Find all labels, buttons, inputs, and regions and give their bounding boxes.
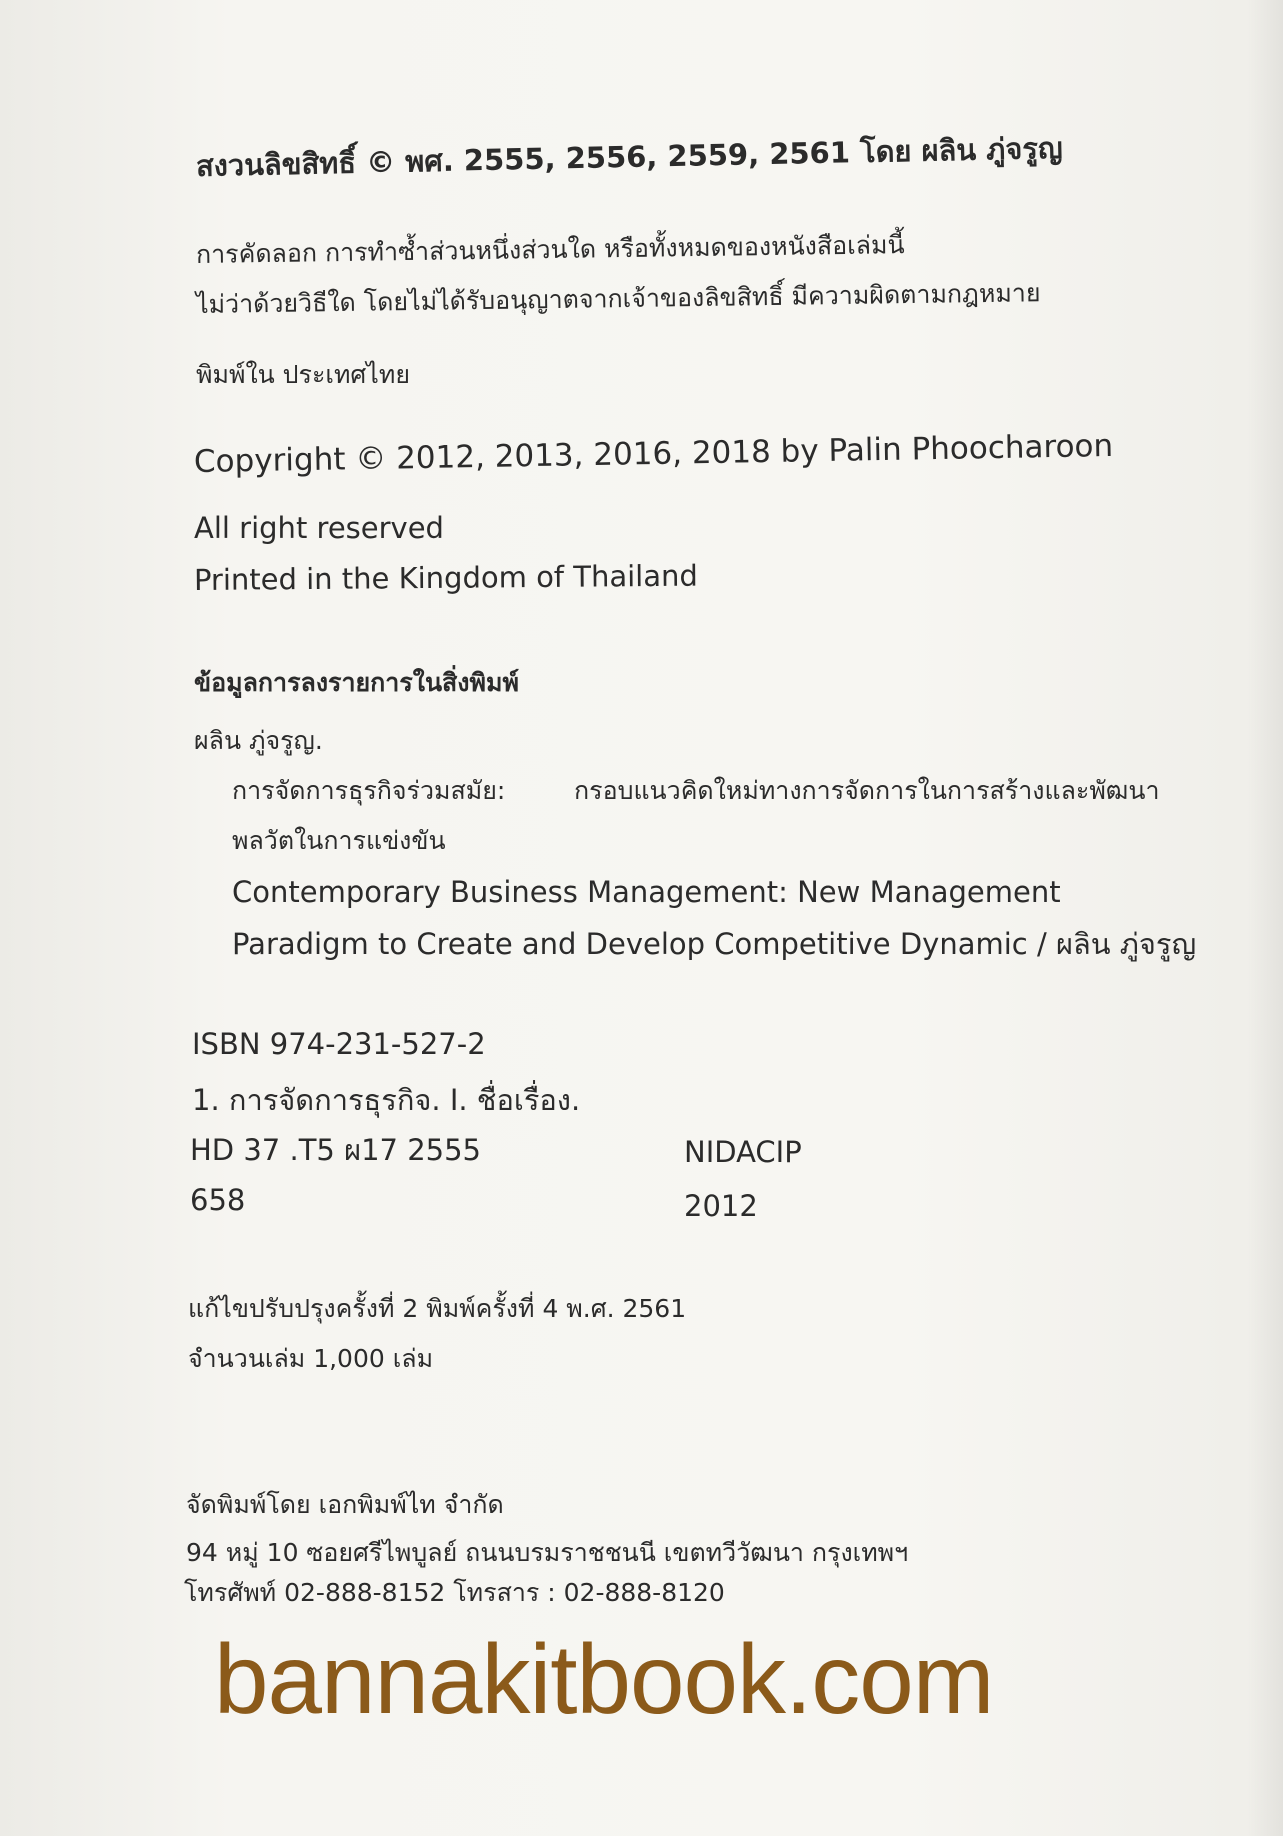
isbn: ISBN 974-231-527-2 — [192, 1027, 486, 1061]
cip-title-english-line1: Contemporary Business Management: New Management — [232, 875, 1061, 909]
notice-line-3: พิมพ์ใน ประเทศไทย — [196, 360, 411, 389]
copies-count: จำนวนเล่ม 1,000 เล่ม — [188, 1344, 434, 1373]
edition-line: แก้ไขปรับปรุงครั้งที่ 2 พิมพ์ครั้งที่ 4 พ.ศ. 2561 — [188, 1294, 687, 1323]
printer-address: 94 หมู่ 10 ซอยศรีไพบูลย์ ถนนบรมราชชนนี เขตทวีวัฒนา กรุงเทพฯ — [186, 1538, 909, 1567]
class-number: 658 — [190, 1183, 246, 1217]
cip-title-thai-part2: กรอบแนวคิดใหม่ทางการจัดการในการสร้างและพัฒนา — [574, 776, 1160, 805]
copyright-english: Copyright © 2012, 2013, 2016, 2018 by Palin Phoocharoon — [193, 427, 1114, 480]
nidacip-label: NIDACIP — [684, 1135, 802, 1169]
notice-line-1: การคัดลอก การทำซ้ำส่วนหนึ่งส่วนใด หรือทั้งหมดของหนังสือเล่มนี้ — [195, 230, 905, 269]
cip-title-thai-part1: การจัดการธุรกิจร่วมสมัย: — [232, 776, 506, 805]
call-number: HD 37 .T5 ผ17 2555 — [190, 1133, 481, 1167]
cip-title-thai-line2: พลวัตในการแข่งขัน — [232, 826, 446, 855]
cip-title-english-line2: Paradigm to Create and Develop Competitive Dynamic / ผลิน ภู่จรูญ — [232, 927, 1197, 961]
cip-heading: ข้อมูลการลงรายการในสิ่งพิมพ์ — [194, 668, 519, 697]
page-edge-shadow — [1247, 0, 1283, 1836]
printer-name: จัดพิมพ์โดย เอกพิมพ์ไท จำกัด — [186, 1490, 504, 1519]
website-watermark: bannakitbook.com — [214, 1624, 994, 1734]
cip-subject: 1. การจัดการธุรกิจ. I. ชื่อเรื่อง. — [192, 1083, 581, 1117]
printer-phone: โทรศัพท์ 02-888-8152 โทรสาร : 02-888-8120 — [184, 1578, 725, 1607]
all-rights-reserved: All right reserved — [194, 511, 444, 545]
copyright-thai: สงวนลิขสิทธิ์ © พศ. 2555, 2556, 2559, 2561 โดย ผลิน ภู่จรูญ — [195, 130, 1063, 183]
nidacip-year: 2012 — [684, 1189, 758, 1223]
notice-line-2: ไม่ว่าด้วยวิธีใด โดยไม่ได้รับอนุญาตจากเจ้าของลิขสิทธิ์ มีความผิดตามกฎหมาย — [195, 278, 1041, 319]
printed-in-thailand: Printed in the Kingdom of Thailand — [193, 558, 698, 597]
cip-author: ผลิน ภู่จรูญ. — [194, 726, 323, 755]
